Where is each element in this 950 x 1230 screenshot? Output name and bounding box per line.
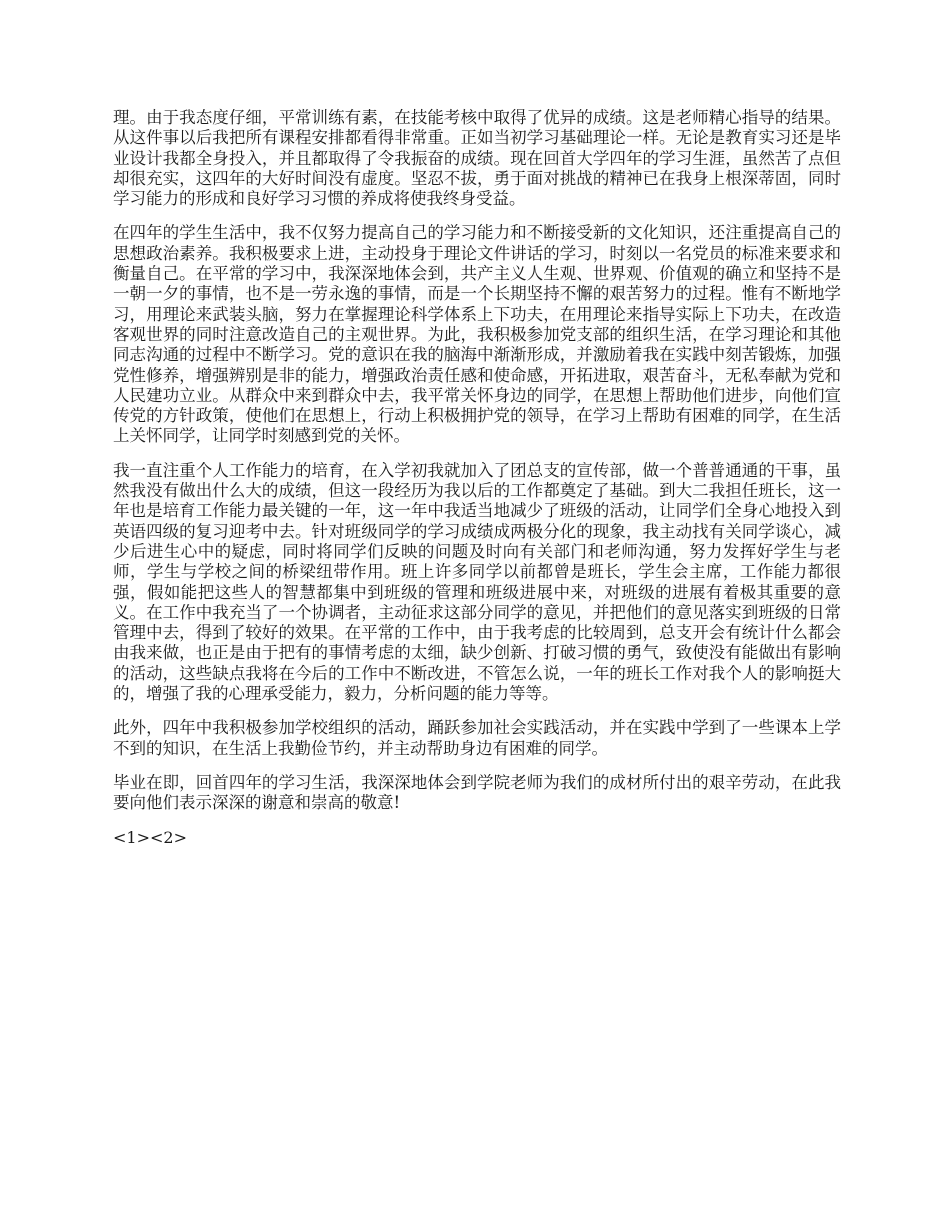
document-body [113,108,841,848]
paragraph-2: 在四年的学生生活中，我不仅努力提高自己的学习能力和不断接受新的文化知识，还注重提高自己的思想政治素养。我积极要求上进，主动投身于理论文件讲话的学习，时刻以一名党员的标准来要求和衡量自己。在平常的学习中，我深深地体会到，共产主义人生观、世界观、价值观的确立和坚持不是一朝一夕的事情，也不是一劳永逸的事情，而是一个长期坚持不懈的艰苦努力的过程。惟有不断地学习，用理论来武装头脑，努力在掌握理论科学体系上下功夫，在用理论来指导实际上下功夫，在改造客观世界的同时注意改造自己的主观世界。为此，我积极参加党支部的组织生活，在学习理论和其他同志沟通的过程中不断学习。党的意识在我的脑海中渐渐形成，并激励着我在实践中刻苦锻炼，加强党性修养，增强辨别是非的能力，增强政治责任感和使命感，开拓进取，艰苦奋斗，无私奉献为党和人民建功立业。从群众中来到群众中去，我平常关怀身边的同学，在思想上帮助他们进步，向他们宣传党的方针政策，使他们在思想上，行动上积极拥护党的领导，在学习上帮助有困难的同学，在生活上关怀同学，让同学时刻感到党的关怀。 [113,223,841,446]
page-navigation[interactable]: <1><2> [113,827,187,847]
paragraph-3: 我一直注重个人工作能力的培育，在入学初我就加入了团总支的宣传部，做一个普普通通的干事，虽然我没有做出什么大的成绩，但这一段经历为我以后的工作都奠定了基础。到大二我担任班长，这一年也是培育工作能力最关键的一年，这一年中我适当地减少了班级的活动，让同学们全身心地投入到英语四级的复习迎考中去。针对班级同学的学习成绩成两极分化的现象，我主动找有关同学谈心，减少后进生心中的疑虑，同时将同学们反映的问题及时向有关部门和老师沟通，努力发挥好学生与老师，学生与学校之间的桥梁纽带作用。班上许多同学以前都曾是班长，学生会主席，工作能力都很强，假如能把这些人的智慧都集中到班级的管理和班级进展中来，对班级的进展有着极其重要的意义。在工作中我充当了一个协调者，主动征求这部分同学的意见，并把他们的意见落实到班级的日常管理中去，得到了较好的效果。在平常的工作中，由于我考虑的比较周到，总支开会有统计什么都会由我来做，也正是由于把有的事情考虑的太细，缺少创新、打破习惯的勇气，致使没有能做出有影响的活动，这些缺点我将在今后的工作中不断改进，不管怎么说，一年的班长工作对我个人的影响挺大的，增强了我的心理承受能力，毅力，分析问题的能力等等。 [113,460,841,704]
paragraph-1: 理。由于我态度仔细，平常训练有素，在技能考核中取得了优异的成绩。这是老师精心指导的结果。从这件事以后我把所有课程安排都看得非常重。正如当初学习基础理论一样。无论是教育实习还是毕业设计我都全身投入，并且都取得了令我振奋的成绩。现在回首大学四年的学习生涯，虽然苦了点但却很充实，这四年的大好时间没有虚度。坚忍不拔，勇于面对挑战的精神已在我身上根深蒂固，同时学习能力的形成和良好学习习惯的养成将使我终身受益。 [113,108,841,209]
paragraph-5: 毕业在即，回首四年的学习生活，我深深地体会到学院老师为我们的成材所付出的艰辛劳动，在此我要向他们表示深深的谢意和崇高的敬意! [113,772,841,813]
paragraph-4: 此外，四年中我积极参加学校组织的活动，踊跃参加社会实践活动，并在实践中学到了一些课本上学不到的知识，在生活上我勤俭节约，并主动帮助身边有困难的同学。 [113,718,841,758]
